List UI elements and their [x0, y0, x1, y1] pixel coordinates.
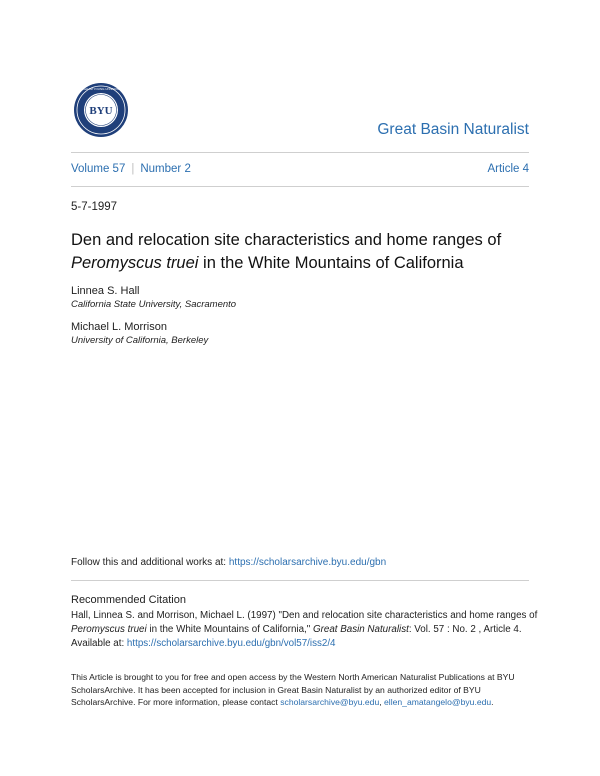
volume-link[interactable]: Volume 57 — [71, 163, 126, 175]
issue-row — [71, 163, 529, 175]
access-notice — [71, 671, 541, 709]
seal-ring-text: BRIGHAM YOUNG UNIVERSITY — [78, 87, 124, 91]
citation-part3: : Vol. 57 : No. 2 , Article 4. — [408, 624, 522, 635]
seal-text: BYU — [89, 105, 113, 117]
article-title — [71, 229, 531, 275]
available-label: Available at: — [71, 638, 127, 649]
notice-text: This Article is brought to you for free and open access by the Western North American Naturalist Publications at BYU ScholarsArchive. It has been accepted for inclusion in Great Basin Naturalist by an authorized editor of BYU ScholarsArchive. For more information, please contact — [71, 672, 515, 707]
follow-text: Follow this and additional works at: — [71, 557, 229, 568]
title-part1: Den and relocation site characteristics and home ranges of — [71, 231, 502, 249]
divider — [71, 152, 529, 153]
author-block — [71, 320, 208, 348]
citation-text — [71, 609, 541, 651]
separator: | — [131, 163, 135, 175]
notice-comma: , — [379, 697, 385, 707]
citation-part1: Hall, Linnea S. and Morrison, Michael L. (1997) "Den and relocation site characteristics and home ranges of — [71, 610, 538, 621]
byu-seal-logo — [73, 82, 129, 138]
publication-date: 5-7-1997 — [71, 201, 118, 213]
article-link-url[interactable]: https://scholarsarchive.byu.edu/gbn/vol57/iss2/4 — [126, 638, 336, 649]
recommended-citation-heading: Recommended Citation — [71, 594, 186, 606]
author-block — [71, 284, 236, 312]
email-link[interactable]: scholarsarchive@byu.edu — [280, 697, 380, 707]
citation-part2: in the White Mountains of California," — [146, 624, 313, 635]
collection-link[interactable]: https://scholarsarchive.byu.edu/gbn — [228, 557, 387, 568]
citation-journal: Great Basin Naturalist — [312, 624, 409, 635]
title-species: Peromyscus truei — [71, 254, 199, 272]
journal-title-link[interactable]: Great Basin Naturalist — [377, 121, 529, 138]
title-part2: in the White Mountains of California — [198, 254, 464, 272]
author-affiliation: California State University, Sacramento — [71, 299, 237, 310]
follow-line — [71, 557, 386, 568]
citation-species: Peromyscus truei — [71, 624, 147, 635]
author-name: Michael L. Morrison — [71, 321, 167, 333]
divider — [71, 186, 529, 187]
email-link[interactable]: ellen_amatangelo@byu.edu — [384, 697, 492, 707]
notice-end: . — [491, 697, 494, 707]
article-link[interactable]: Article 4 — [487, 163, 529, 175]
author-name: Linnea S. Hall — [71, 285, 140, 297]
author-affiliation: University of California, Berkeley — [71, 335, 209, 346]
divider — [71, 580, 529, 581]
number-link[interactable]: Number 2 — [140, 163, 191, 175]
